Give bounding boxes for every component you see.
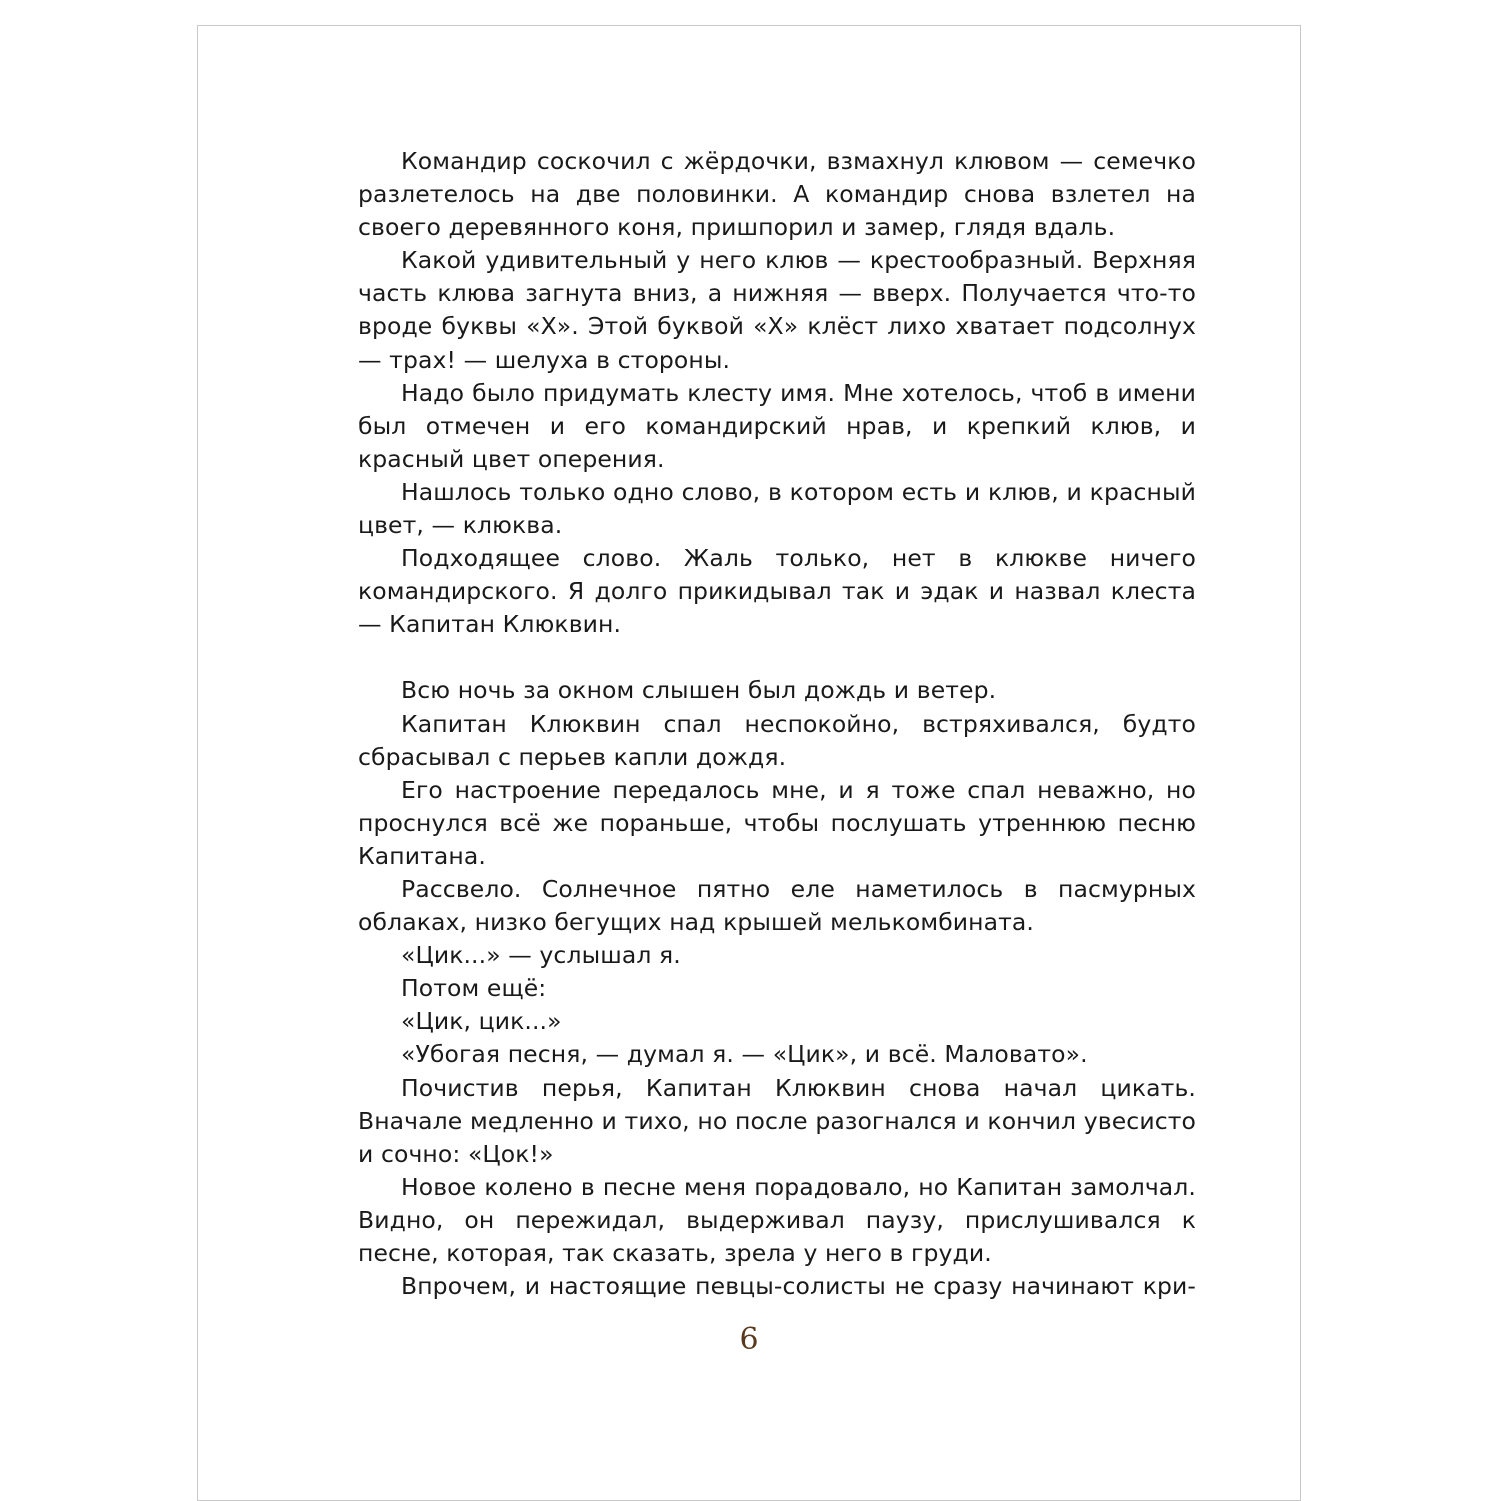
paragraph-2: Какой удивительный у него клюв — крестообразный. Верхняя часть клюва загнута вниз, а нижняя — вверх. Получается что-то вроде буквы «Х». Этой буквой «Х» клёст лихо хватает подсолнух — трах! — шелуха в стороны. (358, 246, 1196, 374)
paragraph-13: «Убогая песня, — думал я. — «Цик», и всё. Маловато». (401, 1040, 1088, 1069)
paragraph-6: Всю ночь за окном слышен был дождь и ветер. (401, 676, 997, 705)
paragraph-10: «Цик...» — услышал я. (401, 941, 681, 970)
paragraph-8: Его настроение передалось мне, и я тоже спал неважно, но проснулся всё же пораньше, чтобы послушать утреннюю песню Капитана. (358, 775, 1196, 870)
paragraph-4: Нашлось только одно слово, в котором есть и клюв, и красный цвет, — клюква. (358, 477, 1196, 540)
paragraph-11: Потом ещё: (401, 974, 547, 1003)
paragraph-12: «Цик, цик...» (401, 1007, 562, 1036)
paragraph-15: Новое колено в песне меня порадовало, но Капитан замолчал. Видно, он пережидал, выдерживал паузу, прислушивался к песне, которая, так сказать, зрела у него в груди. (358, 1172, 1196, 1267)
paragraph-9: Рассвело. Солнечное пятно еле наметилось в пасмурных облаках, низко бегущих над крышей мелькомбината. (358, 874, 1196, 937)
book-page (197, 25, 1301, 1501)
page-number: 6 (739, 1322, 759, 1357)
paragraph-14: Почистив перья, Капитан Клюквин снова начал цикать. Вначале медленно и тихо, но после разогнался и кончил увесисто и сочно: «Цок!» (358, 1073, 1196, 1168)
paragraph-3: Надо было придумать клесту имя. Мне хотелось, чтоб в имени был отмечен и его командирский нрав, и крепкий клюв, и красный цвет оперения. (358, 378, 1196, 473)
body-text (358, 145, 1196, 1303)
paragraph-16: Впрочем, и настоящие певцы-солисты не сразу начинают кри- (401, 1272, 1196, 1301)
paragraph-1: Командир соскочил с жёрдочки, взмахнул клювом — семечко разлетелось на две половинки. А командир снова взлетел на своего деревянного коня, пришпорил и замер, глядя вдаль. (358, 147, 1196, 242)
paragraph-5: Подходящее слово. Жаль только, нет в клюкве ничего командирского. Я долго прикидывал так и эдак и назвал клеста — Капитан Клюквин. (358, 544, 1196, 639)
paragraph-7: Капитан Клюквин спал неспокойно, встряхивался, будто сбрасывал с перьев капли дождя. (358, 709, 1196, 771)
